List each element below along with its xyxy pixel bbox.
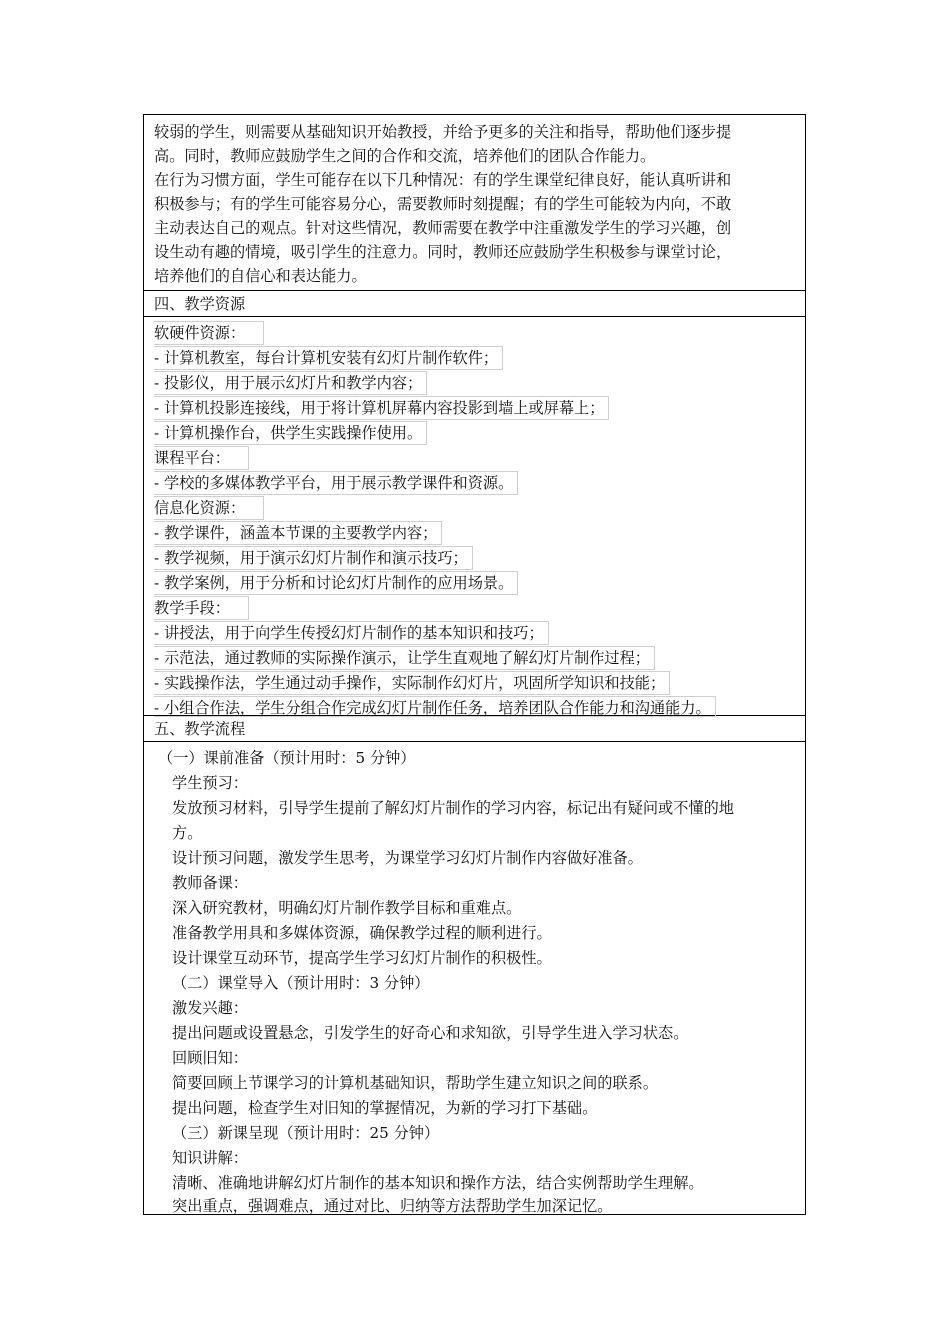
paragraph-line: 在行为习惯方面，学生可能存在以下几种情况：有的学生课堂纪律良好，能认真听讲和 — [154, 171, 732, 189]
phase-heading: （一）课前准备（预计用时：5 分钟） — [158, 749, 416, 767]
paragraph-line: 积极参与；有的学生可能容易分心，需要教师时刻提醒；有的学生可能较为内向，不敢 — [154, 195, 732, 213]
resource-item: - 讲授法，用于向学生传授幻灯片制作的基本知识和技巧； — [154, 621, 549, 645]
flow-item: 方。 — [172, 824, 203, 842]
phase-heading: （三）新课呈现（预计用时：25 分钟） — [172, 1124, 440, 1142]
lesson-plan-table — [143, 114, 806, 1215]
resource-category: 软硬件资源： — [154, 321, 264, 345]
flow-item: 提出问题，检查学生对旧知的掌握情况，为新的学习打下基础。 — [172, 1099, 598, 1117]
phase-heading: （二）课堂导入（预计用时：3 分钟） — [172, 974, 430, 992]
section-3-continuation — [144, 115, 805, 291]
section-4-content — [144, 317, 805, 716]
resource-category: 课程平台： — [154, 446, 249, 470]
resource-item: - 教学案例，用于分析和讨论幻灯片制作的应用场景。 — [154, 571, 518, 595]
flow-item: 清晰、准确地讲解幻灯片制作的基本知识和操作方法，结合实例帮助学生理解。 — [172, 1174, 704, 1192]
paragraph-line: 高。同时，教师应鼓励学生之间的合作和交流，培养他们的团队合作能力。 — [154, 147, 656, 165]
flow-item: 发放预习材料，引导学生提前了解幻灯片制作的学习内容，标记出有疑问或不懂的地 — [172, 799, 734, 817]
resource-item: - 实践操作法，学生通过动手操作，实际制作幻灯片，巩固所学知识和技能； — [154, 671, 670, 695]
flow-item: 设计课堂互动环节，提高学生学习幻灯片制作的积极性。 — [172, 949, 552, 967]
resource-item: - 学校的多媒体教学平台，用于展示教学课件和资源。 — [154, 471, 518, 495]
paragraph-line: 主动表达自己的观点。针对这些情况，教师需要在教学中注重激发学生的学习兴趣，创 — [154, 219, 732, 237]
paragraph-line: 设生动有趣的情境，吸引学生的注意力。同时，教师还应鼓励学生积极参与课堂讨论， — [154, 243, 732, 261]
section-4-title: 四、教学资源 — [154, 295, 246, 313]
resource-category: 教学手段： — [154, 596, 249, 620]
flow-item: 简要回顾上节课学习的计算机基础知识，帮助学生建立知识之间的联系。 — [172, 1074, 658, 1092]
resource-category: 信息化资源： — [154, 496, 264, 520]
resource-item: - 计算机投影连接线，用于将计算机屏幕内容投影到墙上或屏幕上； — [154, 396, 609, 420]
flow-item: 突出重点，强调难点，通过对比、归纳等方法帮助学生加深记忆。 — [172, 1197, 613, 1215]
subheading: 知识讲解： — [172, 1149, 248, 1167]
resource-item: - 计算机教室，每台计算机安装有幻灯片制作软件； — [154, 346, 503, 370]
resource-item: - 教学课件，涵盖本节课的主要教学内容； — [154, 521, 442, 545]
resource-item: - 投影仪，用于展示幻灯片和教学内容； — [154, 371, 427, 395]
section-4-header-row — [144, 291, 805, 317]
section-5-content — [144, 742, 805, 1216]
subheading: 激发兴趣： — [172, 999, 248, 1017]
resource-item: - 小组合作法，学生分组合作完成幻灯片制作任务，培养团队合作能力和沟通能力。 — [154, 696, 716, 720]
subheading: 学生预习： — [172, 774, 248, 792]
flow-item: 设计预习问题，激发学生思考，为课堂学习幻灯片制作内容做好准备。 — [172, 849, 643, 867]
flow-item: 深入研究教材，明确幻灯片制作教学目标和重难点。 — [172, 899, 522, 917]
flow-item: 准备教学用具和多媒体资源，确保教学过程的顺利进行。 — [172, 924, 552, 942]
resource-item: - 计算机操作台，供学生实践操作使用。 — [154, 421, 427, 445]
paragraph-line: 培养他们的自信心和表达能力。 — [154, 267, 367, 285]
resource-item: - 教学视频，用于演示幻灯片制作和演示技巧； — [154, 546, 473, 570]
resource-item: - 示范法，通过教师的实际操作演示，让学生直观地了解幻灯片制作过程； — [154, 646, 655, 670]
subheading: 教师备课： — [172, 874, 248, 892]
section-5-header-row — [144, 716, 805, 742]
flow-item: 提出问题或设置悬念，引发学生的好奇心和求知欲，引导学生进入学习状态。 — [172, 1024, 689, 1042]
subheading: 回顾旧知： — [172, 1049, 248, 1067]
section-5-title: 五、教学流程 — [154, 720, 246, 738]
paragraph-line: 较弱的学生，则需要从基础知识开始教授，并给予更多的关注和指导，帮助他们逐步提 — [154, 123, 732, 141]
